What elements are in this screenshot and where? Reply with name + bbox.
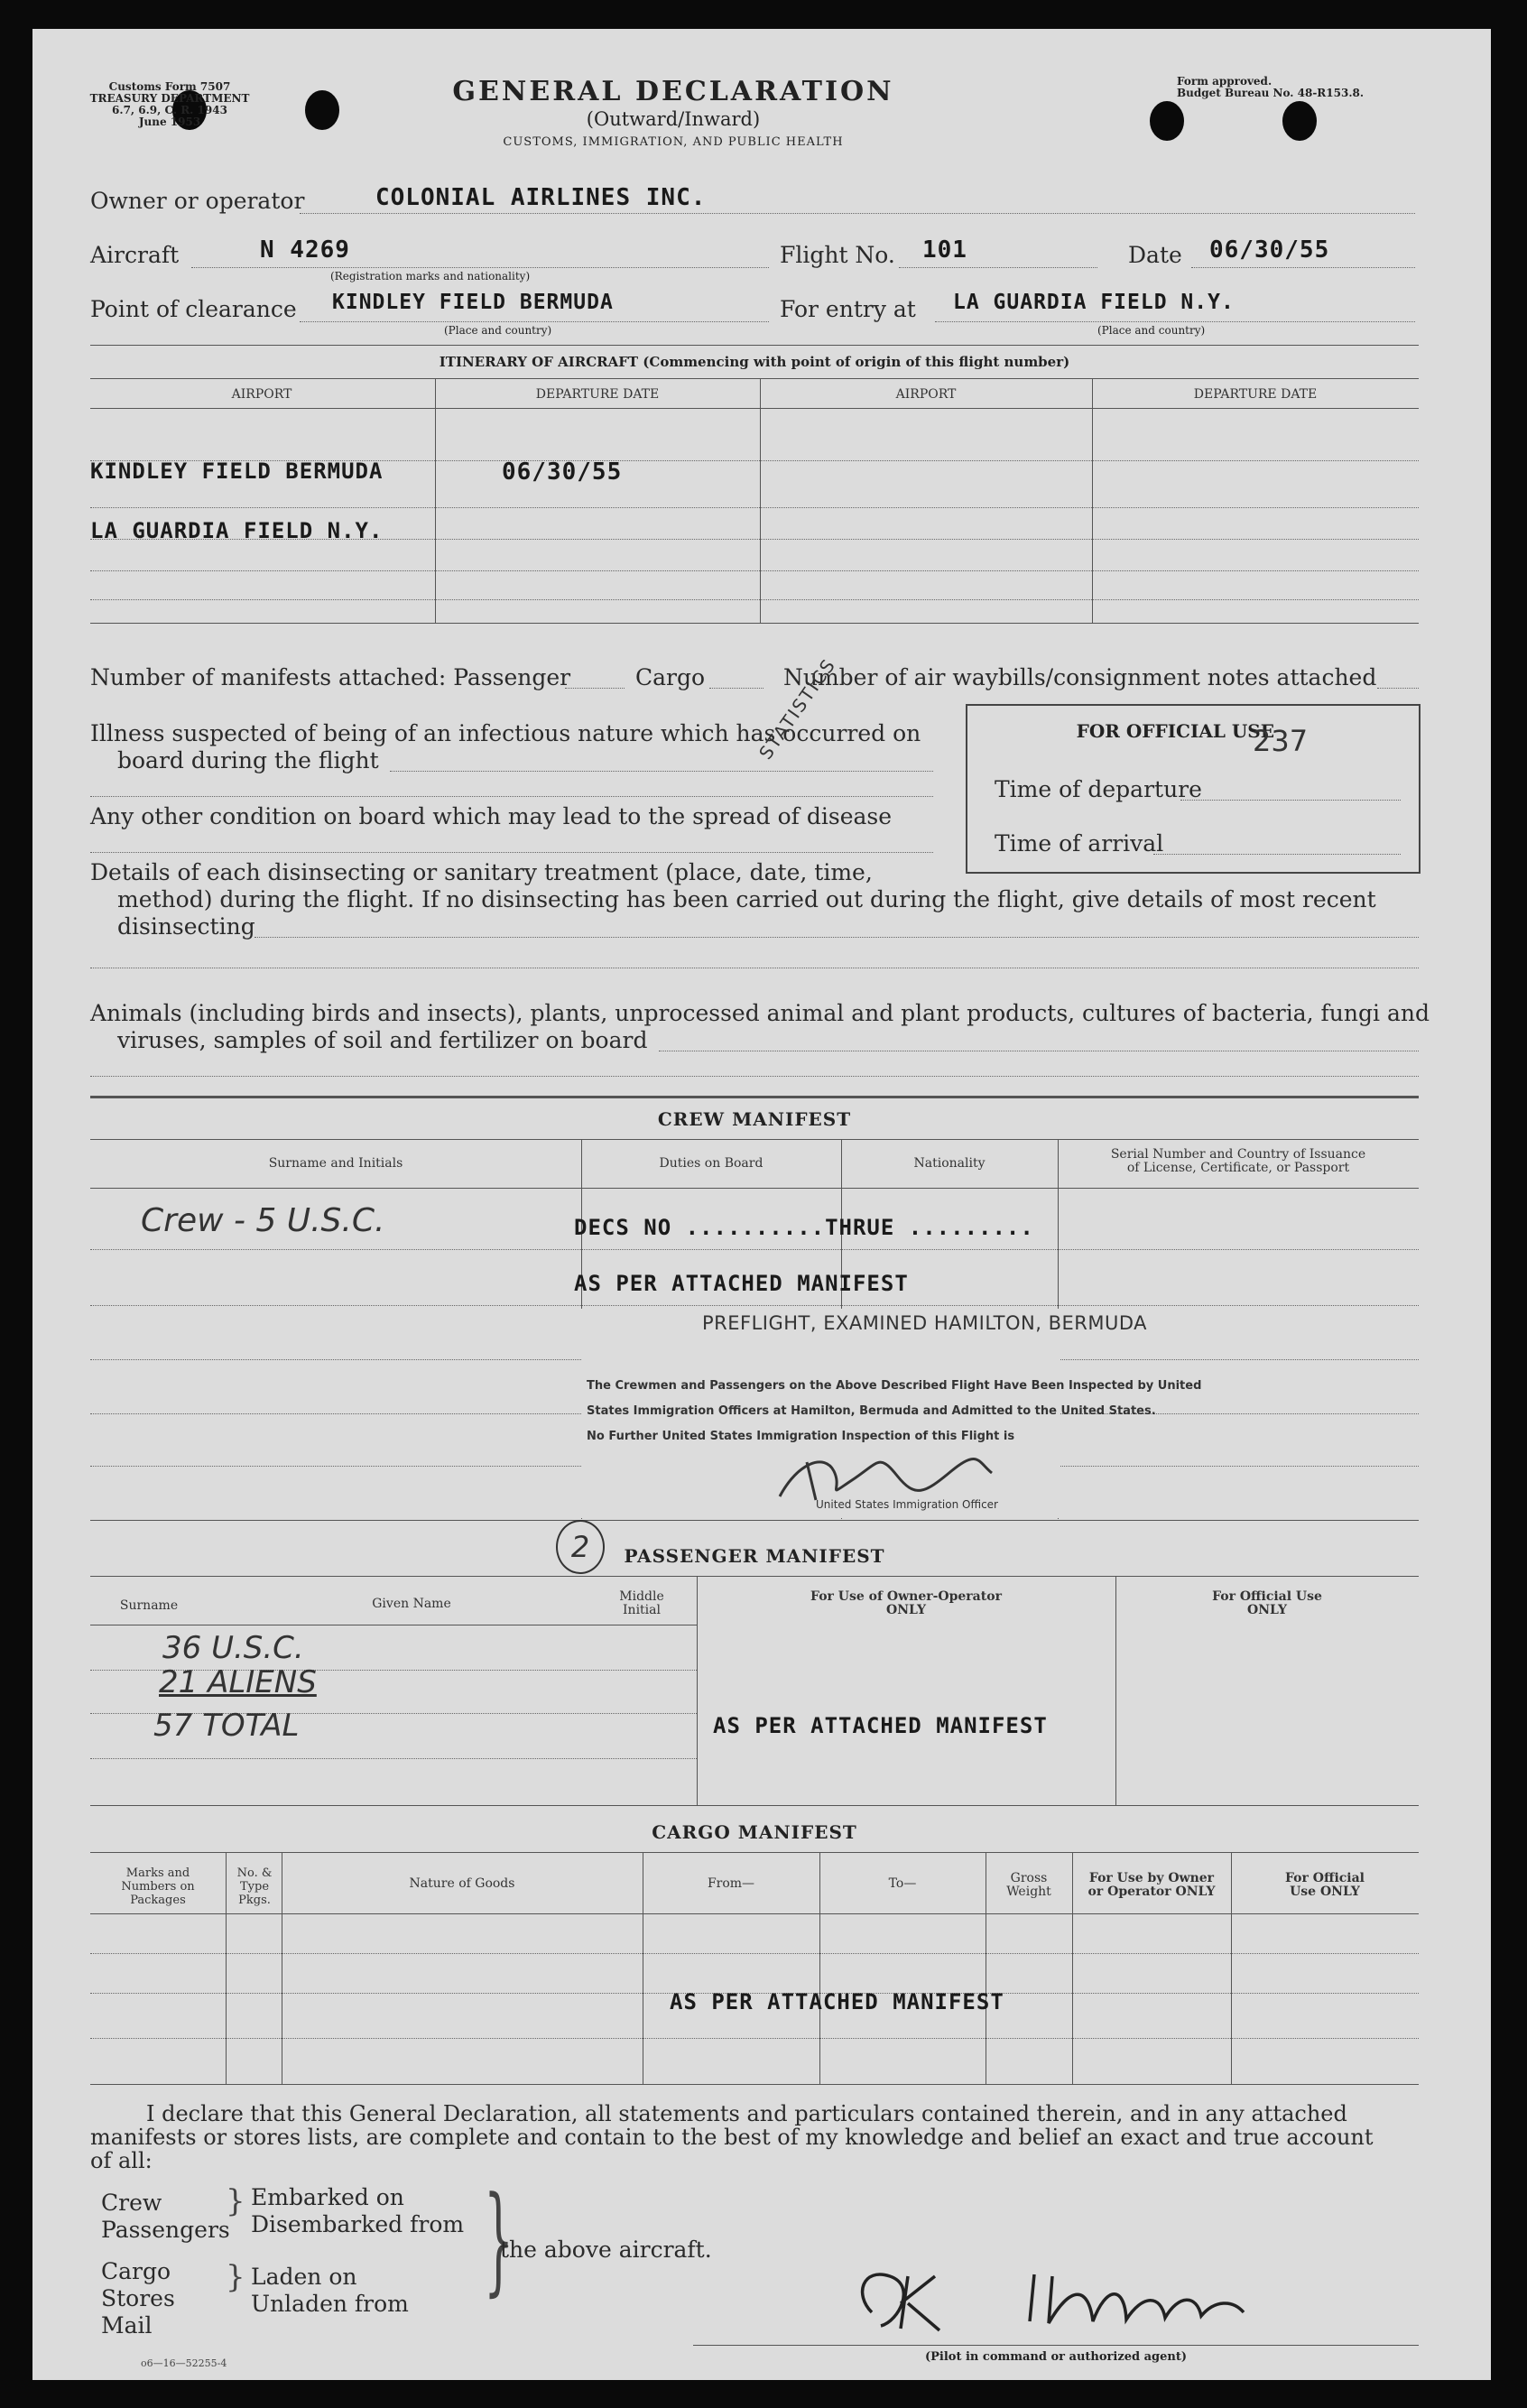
cargo-col-gross: Gross Weight	[1006, 1871, 1051, 1899]
entry-label: For entry at	[780, 296, 916, 322]
crew-decs: DECS NO ..........THRUE .........	[574, 1215, 1034, 1240]
decl-disembarked: Disembarked from	[251, 2211, 465, 2237]
itinerary-airport-2: LA GUARDIA FIELD N.Y.	[90, 518, 384, 543]
itinerary-row-rule	[90, 408, 1419, 409]
time-arrival-line	[1153, 854, 1401, 855]
immigration-stamp	[581, 1309, 1202, 1518]
owner-value: COLONIAL AIRLINES INC.	[375, 184, 707, 211]
passenger-header-rule	[90, 1576, 1419, 1577]
itinerary-header-rule	[90, 378, 1419, 379]
itinerary-date-1: 06/30/55	[502, 458, 623, 486]
flight-label: Flight No.	[780, 242, 895, 268]
circled-number: 2	[556, 1520, 605, 1574]
cargo-col-divider	[226, 1853, 227, 2084]
cargo-header-rule	[90, 1852, 1419, 1853]
flight-line	[899, 267, 1097, 268]
itinerary-col-divider	[435, 379, 436, 623]
manifests-cargo-line	[709, 688, 764, 689]
crew-col-serial: Serial Number and Country of Issuance of License, Certificate, or Passport	[1110, 1147, 1366, 1175]
cargo-col-to: To—	[888, 1876, 917, 1891]
clearance-note: (Place and country)	[444, 324, 552, 337]
passenger-heading: PASSENGER MANIFEST	[624, 1545, 885, 1567]
stamp-preflight: PREFLIGHT, EXAMINED HAMILTON, BERMUDA	[702, 1312, 1148, 1334]
cargo-col-owner: For Use by Owner or Operator ONLY	[1087, 1871, 1216, 1899]
itinerary-row-rule	[90, 570, 1419, 571]
other-condition-label: Any other condition on board which may lead to the spread of disease	[90, 803, 893, 829]
passenger-col-official: For Official Use ONLY	[1212, 1589, 1322, 1617]
cargo-heading: CARGO MANIFEST	[652, 1821, 857, 1843]
form-approval: Form approved. Budget Bureau No. 48-R153.8.	[1177, 75, 1365, 99]
decl-cargo: Cargo	[101, 2258, 171, 2284]
date-value: 06/30/55	[1209, 236, 1330, 264]
crew-handwritten: Crew - 5 U.S.C.	[141, 1202, 385, 1239]
itinerary-row-rule	[90, 507, 1419, 508]
disinsect-label-3: disinsecting	[117, 913, 255, 940]
cargo-col-from: From—	[707, 1876, 755, 1891]
aircraft-value: N 4269	[260, 236, 350, 264]
punch-hole	[1150, 101, 1184, 141]
stamp-line-3: No Further United States Immigration Inspection of this Flight is	[587, 1430, 1015, 1443]
declaration-text-1: I declare that this General Declaration, all statements and particulars contained therein, and in any attached	[146, 2101, 1347, 2126]
cargo-col-nature: Nature of Goods	[409, 1876, 515, 1891]
brace-1: }	[226, 2183, 245, 2219]
flight-value: 101	[922, 236, 967, 264]
other-condition-line	[90, 852, 933, 853]
decl-stores: Stores	[101, 2285, 175, 2311]
time-departure-label: Time of departure	[995, 776, 1202, 802]
owner-label: Owner or operator	[90, 188, 305, 214]
declaration-form-page	[32, 29, 1491, 2380]
punch-hole	[1282, 101, 1317, 141]
passenger-row-rule	[90, 1758, 697, 1759]
decl-mail: Mail	[101, 2312, 153, 2339]
declaration-text-2: manifests or stores lists, are complete and contain to the best of my knowledge and belief an exact and true account	[90, 2125, 1374, 2150]
crew-header-rule	[90, 1139, 1419, 1140]
clearance-line	[300, 321, 769, 322]
disinsect-label-2: method) during the flight. If no disinsecting has been carried out during the flight, give details of most recent	[117, 886, 1376, 912]
decl-unladen: Unladen from	[251, 2291, 409, 2317]
stamp-officer: United States Immigration Officer	[816, 1498, 998, 1511]
entry-note: (Place and country)	[1097, 324, 1206, 337]
decl-embarked: Embarked on	[251, 2184, 404, 2210]
itinerary-col-departure: DEPARTURE DATE	[535, 387, 660, 402]
crew-col-duties: Duties on Board	[659, 1156, 764, 1171]
crew-manifest-typed: AS PER ATTACHED MANIFEST	[574, 1271, 909, 1296]
passenger-col-owner: For Use of Owner-Operator ONLY	[810, 1589, 1002, 1617]
itinerary-heading: ITINERARY OF AIRCRAFT (Commencing with point of origin of this flight number)	[439, 354, 1070, 370]
disinsect-label-1: Details of each disinsecting or sanitary treatment (place, date, time,	[90, 859, 873, 885]
passenger-col-given: Given Name	[372, 1597, 451, 1611]
passenger-col-middle: Middle Initial	[619, 1589, 664, 1617]
itinerary-bottom-rule	[90, 623, 1419, 624]
statistics-stamp: STATISTICS	[754, 653, 840, 764]
itinerary-airport-1: KINDLEY FIELD BERMUDA	[90, 458, 384, 484]
passenger-col-surname: Surname	[119, 1598, 179, 1613]
crew-heading: CREW MANIFEST	[657, 1108, 852, 1130]
cargo-col-no: No. & Type Pkgs.	[236, 1866, 273, 1907]
itinerary-col-divider	[1092, 379, 1093, 623]
signature-note: (Pilot in command or authorized agent)	[924, 2350, 1187, 2364]
passenger-hand-3: 57 TOTAL	[153, 1708, 300, 1744]
decl-passengers: Passengers	[101, 2217, 230, 2243]
punch-hole	[305, 90, 339, 130]
disinsect-line	[255, 937, 1419, 938]
animals-line-2	[90, 1076, 1419, 1077]
passenger-hand-2: 21 ALIENS	[159, 1664, 317, 1700]
decl-crew: Crew	[101, 2190, 162, 2216]
form-title: GENERAL DECLARATION	[452, 76, 894, 107]
clearance-label: Point of clearance	[90, 296, 297, 322]
illness-label-1: Illness suspected of being of an infectious nature which has occurred on	[90, 720, 921, 746]
cargo-col-divider	[1072, 1853, 1073, 2084]
itinerary-top-rule	[90, 345, 1419, 346]
manifests-cargo-label: Cargo	[635, 664, 706, 690]
brace-large: }	[484, 2171, 514, 2308]
cargo-row-rule	[90, 1953, 1419, 1954]
crew-top-rule	[90, 1096, 1419, 1098]
clearance-value: KINDLEY FIELD BERMUDA	[332, 291, 614, 314]
date-line	[1191, 267, 1415, 268]
itinerary-col-airport-2: AIRPORT	[895, 387, 957, 402]
passenger-typed: AS PER ATTACHED MANIFEST	[713, 1713, 1048, 1738]
passenger-col-divider	[1115, 1577, 1116, 1805]
itinerary-col-departure-2: DEPARTURE DATE	[1193, 387, 1318, 402]
crew-bottom-rule	[90, 1520, 1419, 1521]
illness-line-2	[90, 796, 933, 797]
passenger-col-divider	[697, 1577, 698, 1805]
manifests-passenger-line	[565, 688, 625, 689]
illness-label-2: board during the flight	[117, 747, 379, 773]
cargo-col-official: For Official Use ONLY	[1285, 1871, 1365, 1899]
date-label: Date	[1128, 242, 1182, 268]
cargo-col-divider	[819, 1853, 820, 2084]
aircraft-line	[191, 267, 769, 268]
aircraft-label: Aircraft	[90, 242, 180, 268]
entry-line	[935, 321, 1415, 322]
waybills-label: Number of air waybills/consignment notes attached	[783, 664, 1377, 690]
aircraft-note: (Registration marks and nationality)	[330, 270, 531, 282]
official-use-box	[966, 704, 1421, 874]
crew-col-nationality: Nationality	[913, 1156, 986, 1171]
crew-col-surname: Surname and Initials	[268, 1156, 403, 1171]
decl-above-aircraft: the above aircraft.	[500, 2237, 712, 2263]
cargo-row-rule	[90, 2038, 1419, 2039]
signature-line	[693, 2345, 1419, 2346]
brace-2: }	[226, 2259, 245, 2295]
form-id: Customs Form 7507 TREASURY DEPARTMENT 6.7, 6.9, C. R. 1943 June 1953	[89, 80, 250, 128]
print-code: o6—16—52255-4	[141, 2357, 227, 2369]
official-use-number: 237	[1253, 724, 1309, 758]
passenger-hand-1: 36 U.S.C.	[162, 1630, 304, 1666]
waybills-line	[1377, 688, 1419, 689]
form-agencies: CUSTOMS, IMMIGRATION, AND PUBLIC HEALTH	[503, 135, 844, 149]
itinerary-row-rule	[90, 599, 1419, 600]
passenger-bottom-rule	[90, 1805, 1419, 1806]
cargo-col-divider	[1231, 1853, 1232, 2084]
owner-line	[300, 213, 1415, 214]
animals-label-2: viruses, samples of soil and fertilizer on board	[117, 1027, 648, 1053]
form-subtitle: (Outward/Inward)	[586, 108, 761, 130]
pilot-signature	[836, 2258, 1305, 2348]
crew-row-rule	[90, 1249, 1419, 1250]
itinerary-col-divider	[760, 379, 761, 623]
stamp-line-1: The Crewmen and Passengers on the Above Described Flight Have Been Inspected by United	[587, 1379, 1202, 1393]
time-arrival-label: Time of arrival	[995, 830, 1164, 857]
cargo-row-rule	[90, 1913, 1419, 1914]
official-use-title: FOR OFFICIAL USE	[1076, 720, 1274, 742]
cargo-typed: AS PER ATTACHED MANIFEST	[670, 1989, 1004, 2014]
time-departure-line	[1180, 800, 1401, 801]
cargo-col-marks: Marks and Numbers on Packages	[121, 1866, 195, 1907]
illness-line	[390, 771, 933, 772]
crew-row-rule	[90, 1305, 1419, 1306]
itinerary-col-airport: AIRPORT	[231, 387, 292, 402]
declaration-text-3: of all:	[90, 2148, 153, 2173]
entry-value: LA GUARDIA FIELD N.Y.	[953, 291, 1235, 314]
manifests-passenger-label: Number of manifests attached: Passenger	[90, 664, 571, 690]
stamp-line-2: States Immigration Officers at Hamilton, Bermuda and Admitted to the United States.	[587, 1404, 1156, 1418]
crew-row-rule	[90, 1188, 1419, 1189]
decl-laden: Laden on	[251, 2264, 357, 2290]
cargo-bottom-rule	[90, 2084, 1419, 2085]
animals-label-1: Animals (including birds and insects), plants, unprocessed animal and plant products, cultures of bacteria, fungi and	[90, 1000, 1430, 1026]
